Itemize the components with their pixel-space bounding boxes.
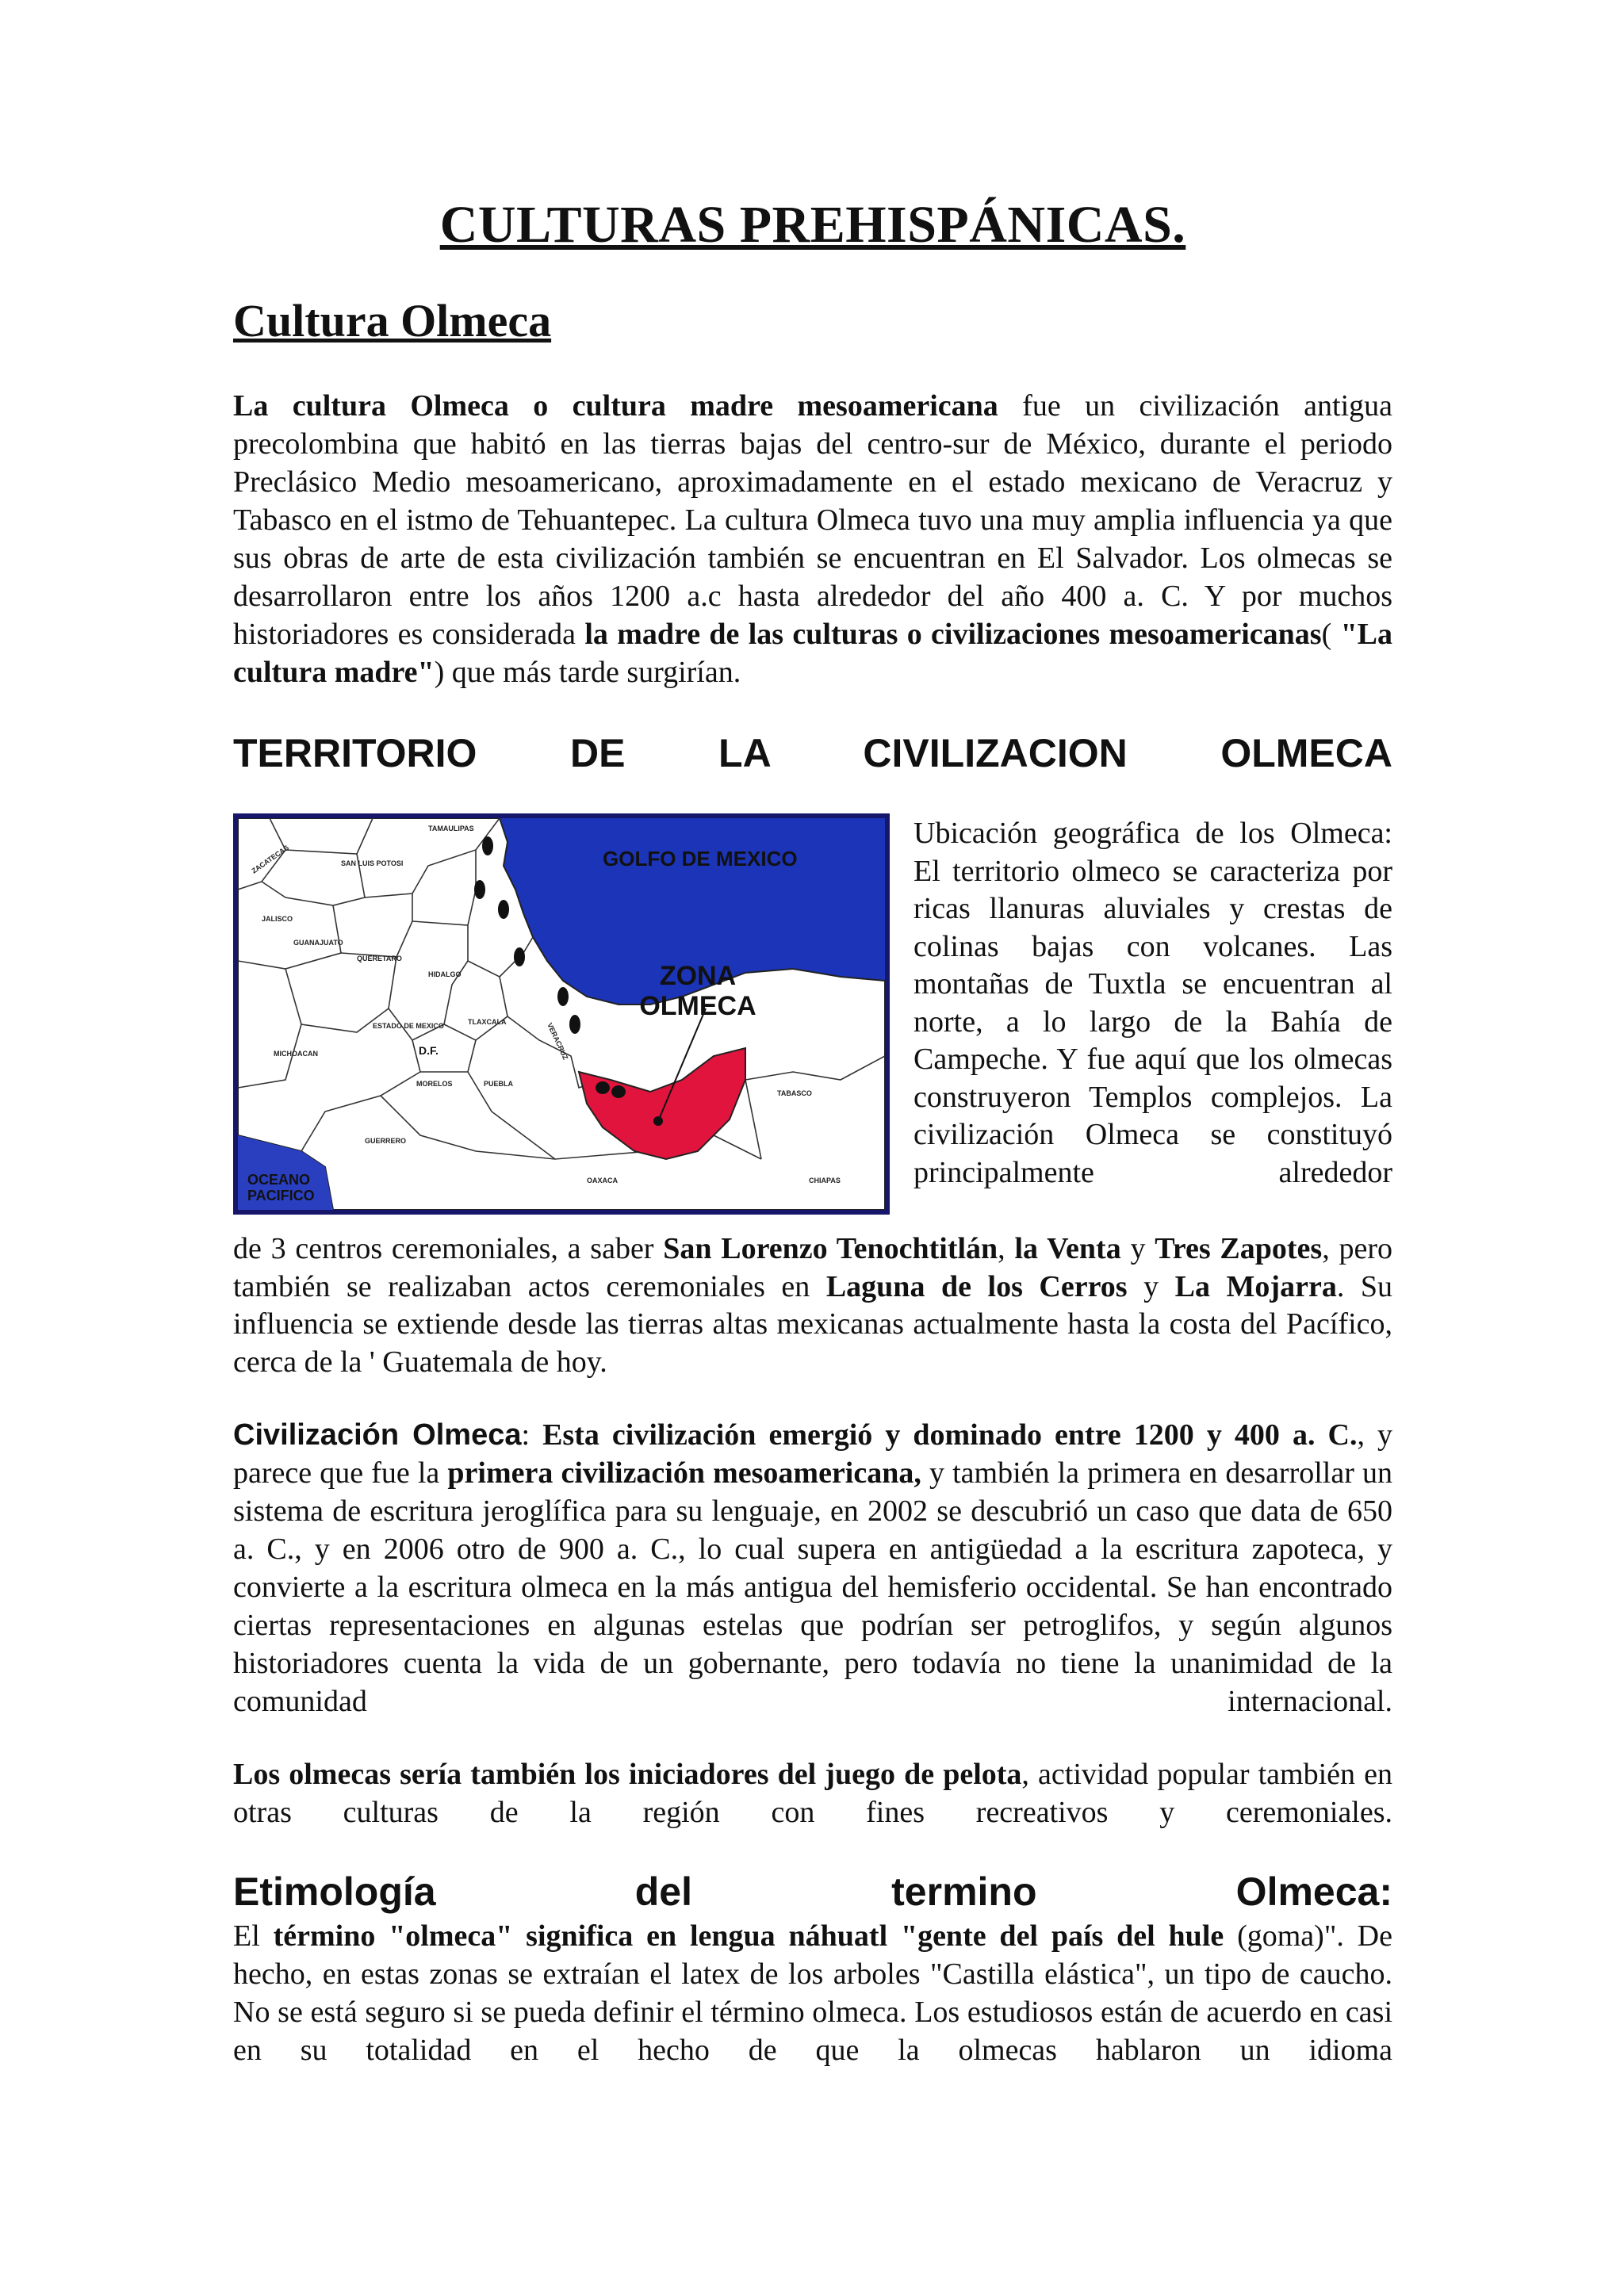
map-state-2: SAN LUIS POTOSI <box>341 859 404 867</box>
intro-bold-1: La cultura Olmeca o cultura madre mesoamericana <box>233 389 998 423</box>
centros-text-1: de 3 centros ceremoniales, a saber <box>233 1232 664 1265</box>
civilizacion-text-2: , y parece que fue la <box>233 1418 1393 1490</box>
map-state-5: QUERETARO <box>357 955 402 962</box>
pelota-bold-1: Los olmecas sería también los iniciadores del juego de pelota <box>233 1758 1022 1791</box>
centros-bold-4: Laguna de los Cerros <box>825 1269 1128 1303</box>
document-title: CULTURAS PREHISPÁNICAS. <box>439 196 1186 254</box>
etimologia-bold-1: término "olmeca" significa en lengua náhuatl "gente del país del hule <box>273 1919 1224 1953</box>
heading-territorio: TERRITORIO DE LA CIVILIZACION OLMECA <box>233 731 1392 775</box>
centros-text-5: y <box>1127 1269 1175 1303</box>
map-state-9: TLAXCALA <box>468 1018 507 1026</box>
map-svg <box>238 818 885 1210</box>
paragraph-civilizacion <box>233 1416 1392 1720</box>
map-state-4: GUANAJUATO <box>293 939 343 947</box>
civilizacion-label: Civilización Olmeca <box>233 1418 522 1452</box>
map-state-17: CHIAPAS <box>809 1177 841 1184</box>
intro-text-3: ) que más tarde surgirían. <box>434 656 741 689</box>
civilizacion-text-3: y también la primera en desarrollar un sistema de escritura jeroglífica para su lenguaje, en 2002 se descubrió un caso que data de 650 a. C., y en 2006 otro de 900 a. C., lo cual supera en antigüedad a la escritura zapoteca, y convierte a la escritura olmeca en la más antigua del hemisferio occidental. Se han encontrado ciertas representaciones en algunas estelas que podrían ser petroglifos, y según algunos historiadores cuenta la vida de un gobernante, pero todavía no tiene la unanimidad de la comunidad internacional. <box>233 1456 1392 1718</box>
heading-etimologia: Etimología del termino Olmeca: <box>233 1869 1392 1914</box>
map-gulf-label: GOLFO DE MEXICO <box>603 847 798 871</box>
map-state-8: D.F. <box>419 1044 439 1057</box>
map-state-0: TAMAULIPAS <box>428 825 474 832</box>
etimologia-text-2: (goma)". De hecho, en estas zonas se extraían el latex de los arboles "Castilla elástica", un tipo de caucho. No se está seguro si se pueda definir el término olmeca. Los estudiosos están de acuerdo en casi en su totalidad en el hecho de que la olmecas hablaron un idioma <box>233 1919 1392 2067</box>
map-state-12: PUEBLA <box>484 1080 514 1088</box>
intro-bold-3: "La cultura madre" <box>233 618 1393 689</box>
civilizacion-text-1: : <box>521 1418 543 1452</box>
civilizacion-bold-1: Esta civilización emergió y dominado entre 1200 y 400 a. C. <box>542 1418 1358 1452</box>
centros-text-3: y <box>1120 1232 1155 1265</box>
centros-bold-1: San Lorenzo Tenochtitlán <box>663 1232 998 1265</box>
map-state-7: ESTADO DE MEXICO <box>373 1022 444 1030</box>
centros-text-6: . Su influencia se extiende desde las tierras altas mexicanas actualmente hasta la costa del Pacífico, cerca de la ' Guatemala de hoy. <box>233 1269 1393 1379</box>
map-state-10: MICHOACAN <box>274 1050 318 1058</box>
centros-text-4: , pero también se realizaban actos ceremoniales en <box>233 1232 1393 1303</box>
intro-bold-2: la madre de las culturas o civilizaciones mesoamericanas <box>584 618 1322 651</box>
paragraph-intro <box>233 387 1392 691</box>
map-zone-label-1: ZONA <box>659 961 737 991</box>
etimologia-text-1: El <box>233 1919 274 1953</box>
map-state-14: GUERRERO <box>365 1137 407 1145</box>
map-state-3: JALISCO <box>262 915 293 923</box>
paragraph-centros <box>233 1230 1392 1381</box>
paragraph-etimologia <box>233 1917 1392 2069</box>
map-zone-label-2: OLMECA <box>639 991 756 1021</box>
map-state-13: VERACRUZ <box>546 1021 570 1062</box>
map-state-6: HIDALGO <box>428 970 462 978</box>
paragraph-juego-pelota <box>233 1755 1392 1831</box>
intro-text-1: fue un civilización antigua precolombina que habitó en las tierras bajas del centro-sur de México, durante el periodo Preclásico Medio mesoamericano, aproximadamente en el estado mexicano de Veracruz y Tabasco en el istmo de Tehuantepec. La cultura Olmeca tuvo una muy amplia influencia ya que sus obras de arte de esta civilización también se encuentran en El Salvador. Los olmecas se desarrollaron entre los años 1200 a.c hasta alrededor del año 400 a. C. Y por muchos historiadores es considerada <box>233 389 1393 651</box>
map-side-text: Ubicación geográfica de los Olmeca: El territorio olmeco se caracteriza por ricas llanuras aluviales y crestas de colinas bajas con volcanes. Las montañas de Tuxtla se encuentran al norte, a lo largo de la Bahía de Campeche. Y fue aquí que los olmecas construyeron Templos complejos. La civilización Olmeca se constituyó principalmente alrededor <box>914 817 1392 1189</box>
map-ocean-label-1: OCEANO <box>247 1172 311 1188</box>
civilizacion-bold-2: primera civilización mesoamericana, <box>447 1456 921 1490</box>
map-ocean-label-2: PACIFICO <box>247 1188 315 1203</box>
map-olmeca-territory <box>233 813 890 1215</box>
centros-bold-5: La Mojarra <box>1174 1269 1337 1303</box>
map-state-15: OAXACA <box>587 1177 619 1184</box>
pelota-text-1: , actividad popular también en otras culturas de la región con fines recreativos y ceremoniales. <box>233 1758 1392 1829</box>
map-state-1: ZACATECAS <box>250 843 291 875</box>
heading-cultura-olmeca: Cultura Olmeca <box>233 295 552 346</box>
map-state-16: TABASCO <box>777 1089 812 1097</box>
centros-bold-3: Tres Zapotes <box>1155 1232 1323 1265</box>
centros-bold-2: la Venta <box>1014 1232 1121 1265</box>
centros-text-2: , <box>998 1232 1015 1265</box>
map-state-11: MORELOS <box>416 1080 453 1088</box>
intro-text-2: ( <box>1321 618 1341 651</box>
